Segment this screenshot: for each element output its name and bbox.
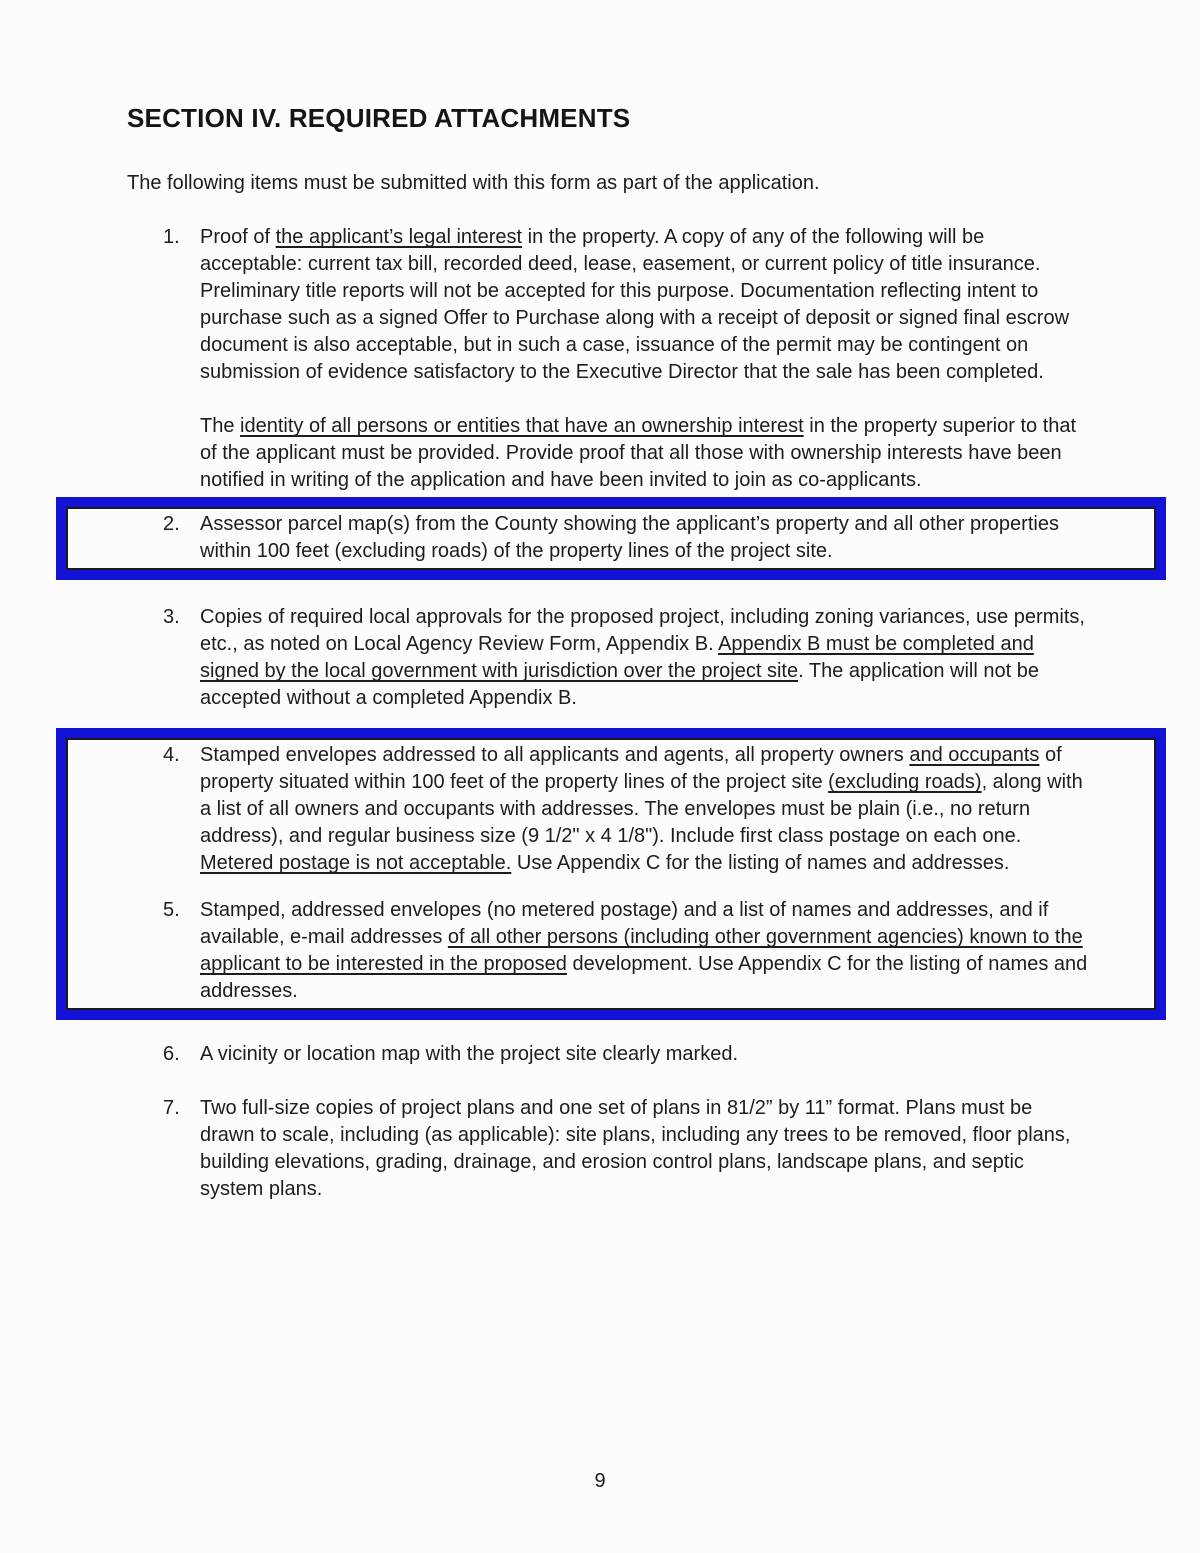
highlight-box [56, 728, 1166, 1020]
text-run: The [200, 415, 241, 437]
text-run: in the property. A copy of any of the following will be acceptable: current tax bill, recorded deed, lease, easement, or current policy of title insurance. Preliminary title reports will not be accepted for this purpose. Documentation reflecting intent to purchase such as a signed Offer to Purchase along with a receipt of deposit or signed final escrow document is also acceptable, but in such a case, issuance of the permit may be contingent on submission of evidence satisfactory to the Executive Director that the sale has been completed. [200, 226, 1070, 383]
item-paragraph [200, 604, 1090, 712]
underlined-text: the applicant’s legal interest [275, 226, 523, 248]
list-item [68, 511, 1154, 565]
text-run: A vicinity or location map with the project site clearly marked. [200, 1043, 738, 1065]
list-item [0, 224, 1200, 494]
text-run: , along with a list of all owners and occupants with addresses. The envelopes must be plain (i.e., no return address), and regular business size (9 1/2" x 4 1/8"). Include first class postage on each one. [200, 771, 1083, 847]
underlined-text: and occupants [909, 744, 1040, 766]
item-number: 1. [163, 226, 180, 248]
item-text [200, 224, 1090, 494]
intro-paragraph: The following items must be submitted with this form as part of the application. [127, 172, 820, 194]
item-paragraph [200, 224, 1090, 386]
item-paragraph [200, 1041, 1090, 1068]
item-paragraph [200, 1095, 1090, 1203]
item-number: 7. [163, 1097, 180, 1119]
underlined-text: identity of all persons or entities that have an ownership interest [240, 415, 804, 437]
text-run: Stamped envelopes addressed to all applicants and agents, all property owners [200, 744, 910, 766]
item-text [200, 742, 1090, 877]
page-number: 9 [594, 1470, 606, 1492]
item-number: 6. [163, 1043, 180, 1065]
section-title: SECTION IV. REQUIRED ATTACHMENTS [127, 103, 631, 133]
text-run: Assessor parcel map(s) from the County showing the applicant’s property and all other properties within 100 feet (excluding roads) of the property lines of the project site. [200, 513, 1059, 562]
underlined-text: of all other persons (including other government agencies) known to the applicant to be interested in the proposed [200, 926, 1083, 975]
underlined-text: Appendix B must be completed and signed by the local government with jurisdiction over the project site [200, 633, 1034, 682]
item-paragraph [200, 511, 1090, 565]
item-text [200, 1041, 1090, 1068]
text-run: Proof of [200, 226, 276, 248]
item-text [200, 511, 1090, 565]
text-run: Stamped, addressed envelopes (no metered postage) and a list of names and addresses, and if available, e-mail addresses [200, 899, 1049, 948]
item-number: 2. [163, 513, 180, 535]
text-run: of property situated within 100 feet of the property lines of the project site [200, 744, 1062, 793]
item-number: 5. [163, 899, 180, 921]
highlight-box-inner-border [66, 507, 1156, 570]
item-text [200, 604, 1090, 712]
text-run: Copies of required local approvals for the proposed project, including zoning variances, use permits, etc., as noted on Local Agency Review Form, Appendix B. [200, 606, 1085, 655]
list-item [0, 1041, 1200, 1068]
text-run: . The application will not be accepted without a completed Appendix B. [200, 660, 1039, 709]
text-run: Two full-size copies of project plans and one set of plans in 81/2” by 11” format. Plans must be drawn to scale, including (as applicable): site plans, including any trees to be removed, floor plans, building elevations, grading, drainage, and erosion control plans, landscape plans, and septic system plans. [200, 1097, 1071, 1200]
item-number: 4. [163, 744, 180, 766]
item-paragraph [200, 413, 1090, 494]
attachments-list [0, 224, 1200, 1203]
highlight-box-inner-border [66, 738, 1156, 1010]
list-item [0, 604, 1200, 712]
underlined-text: Metered postage is not acceptable. [200, 852, 512, 874]
text-run: Use Appendix C for the listing of names and addresses. [511, 852, 1010, 874]
highlight-box [56, 497, 1166, 580]
item-paragraph [200, 742, 1090, 877]
text-run: development. Use Appendix C for the listing of names and addresses. [200, 953, 1088, 1002]
item-text [200, 897, 1090, 1005]
text-run: in the property superior to that of the applicant must be provided. Provide proof that all those with ownership interests have been notified in writing of the application and have been invited to join as co-applicants. [200, 415, 1077, 491]
underlined-text: (excluding roads) [828, 771, 982, 793]
list-item [68, 742, 1154, 877]
item-number: 3. [163, 606, 180, 628]
list-item [68, 897, 1154, 1005]
item-text [200, 1095, 1090, 1203]
item-paragraph [200, 897, 1090, 1005]
list-item [0, 1095, 1200, 1203]
